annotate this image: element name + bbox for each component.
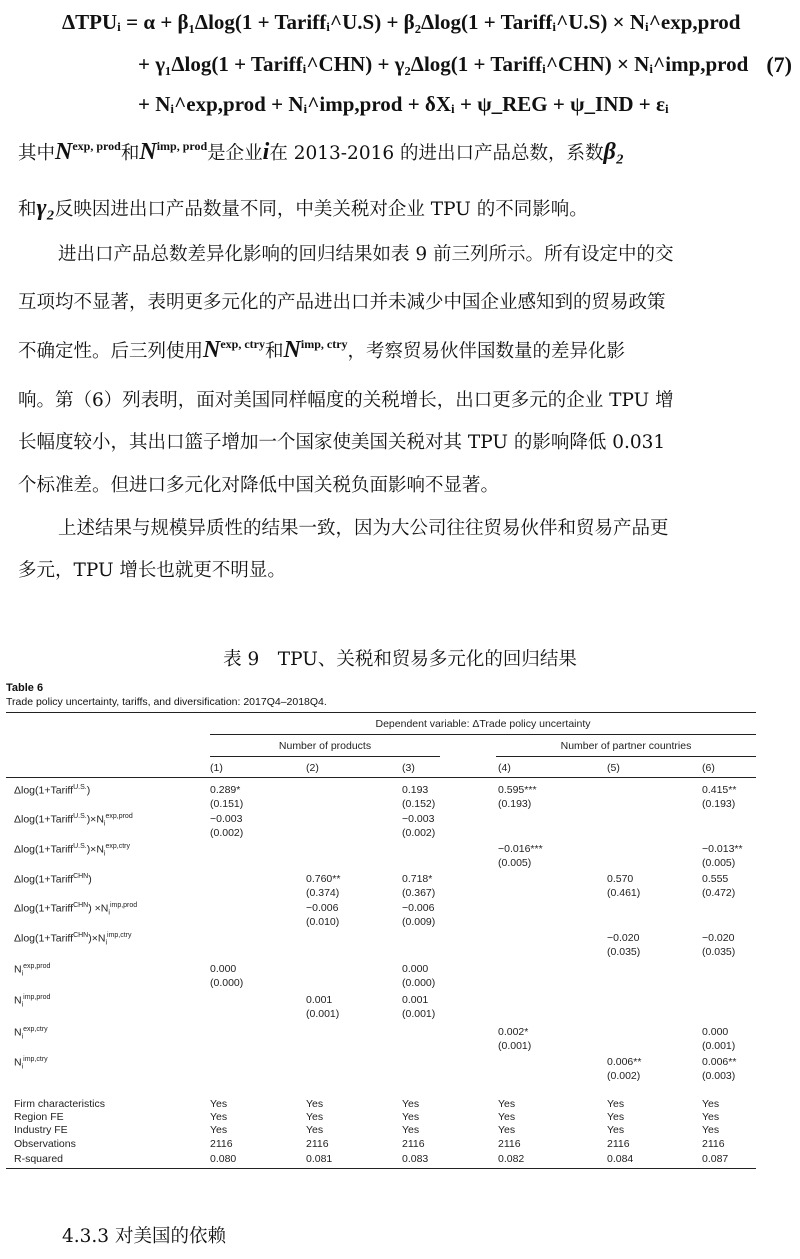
equation-number: (7) — [766, 52, 792, 77]
row-label: Δlog(1+Tariff$^{CHN}$) $\times N_i^{imp,prod}$ — [14, 902, 138, 917]
footer-cell: Yes — [702, 1098, 720, 1110]
coefficient-cell: 0.193 — [402, 784, 429, 796]
math-n-exp-ctry: $N^{exp, ctry}$ — [203, 337, 266, 363]
footer-cell: 0.083 — [402, 1153, 429, 1165]
paragraph-1-line-1: 其中$N^{exp, prod}$和$N^{imp, prod}$是企业i在 2013-2016 的进出口产品总数，系数β₂ — [18, 139, 625, 165]
coefficient-cell: −0.013** — [702, 843, 743, 855]
group-products-label: Number of products — [278, 740, 372, 752]
standard-error-cell: (0.001) — [498, 1040, 532, 1052]
col-header-3: (3) — [402, 762, 415, 774]
paragraph-2-line-4: 响。第（6）列表明，面对美国同样幅度的关税增长，出口更多元的企业 TPU 增 — [18, 390, 674, 411]
paragraph-3-line-1: 上述结果与规模异质性的结果一致，因为大公司往往贸易伙伴和贸易产品更 — [58, 518, 669, 539]
coefficient-cell: 0.001 — [402, 994, 429, 1006]
footer-cell: 0.082 — [498, 1153, 525, 1165]
row-label: Δlog(1+Tariff$^{U.S.}$) — [14, 784, 91, 797]
footer-cell: Yes — [210, 1111, 228, 1123]
footer-cell: 0.081 — [306, 1153, 333, 1165]
paragraph-3-line-2: 多元，TPU 增长也就更不明显。 — [18, 560, 286, 581]
table-bottom-rule — [6, 1168, 756, 1169]
footer-cell: 2116 — [306, 1138, 329, 1150]
group1-rule — [210, 756, 440, 757]
footer-cell: Yes — [607, 1124, 625, 1136]
dependent-variable-label: Dependent variable: ΔTrade policy uncertainty — [375, 718, 591, 730]
paragraph-2-line-2: 互项均不显著，表明更多元化的产品进出口并未减少中国企业感知到的贸易政策 — [18, 292, 666, 313]
paragraph-2-line-1: 进出口产品总数差异化影响的回归结果如表 9 前三列所示。所有设定中的交 — [58, 244, 674, 265]
footer-row-label: Observations — [14, 1138, 76, 1150]
standard-error-cell: (0.001) — [402, 1008, 436, 1020]
standard-error-cell: (0.472) — [702, 887, 736, 899]
footer-cell: Yes — [607, 1098, 625, 1110]
coefficient-cell: −0.016*** — [498, 843, 543, 855]
coefficient-cell: 0.000 — [210, 963, 237, 975]
footer-cell: Yes — [702, 1111, 720, 1123]
table-top-rule — [6, 712, 756, 713]
coefficient-cell: −0.006 — [306, 902, 339, 914]
coefficient-cell: 0.555 — [702, 873, 729, 885]
math-n-imp-ctry: $N^{imp, ctry}$ — [283, 337, 348, 363]
math-n-imp-prod: $N^{imp, prod}$ — [139, 139, 208, 165]
footer-row-label: Firm characteristics — [14, 1098, 106, 1110]
math-beta2: β₂ — [603, 139, 625, 165]
footer-cell: 2116 — [702, 1138, 725, 1150]
group2-rule — [496, 756, 756, 757]
standard-error-cell: (0.000) — [210, 977, 244, 989]
coefficient-cell: 0.006** — [607, 1056, 642, 1068]
footer-cell: 2116 — [607, 1138, 630, 1150]
coefficient-cell: 0.001 — [306, 994, 333, 1006]
footer-cell: 0.084 — [607, 1153, 634, 1165]
paragraph-2-line-5: 长幅度较小，其出口篮子增加一个国家使美国关税对其 TPU 的影响降低 0.031 — [18, 432, 666, 453]
standard-error-cell: (0.001) — [702, 1040, 736, 1052]
standard-error-cell: (0.010) — [306, 916, 340, 928]
footer-row-label: Region FE — [14, 1111, 64, 1123]
coefficient-cell: 0.595*** — [498, 784, 537, 796]
footer-cell: Yes — [498, 1124, 516, 1136]
footer-cell: Yes — [210, 1098, 228, 1110]
coefficient-cell: −0.006 — [402, 902, 435, 914]
standard-error-cell: (0.193) — [702, 798, 736, 810]
coefficient-cell: 0.000 — [702, 1026, 729, 1038]
equation-line-3: + Nᵢ^exp,prod + Nᵢ^imp,prod + δXᵢ + ψ_REG + ψ_IND + εᵢ — [138, 92, 669, 116]
footer-cell: 2116 — [402, 1138, 425, 1150]
standard-error-cell: (0.005) — [498, 857, 532, 869]
footer-cell: 0.080 — [210, 1153, 237, 1165]
footer-cell: 2116 — [498, 1138, 521, 1150]
math-gamma2: γ₂ — [36, 195, 55, 221]
standard-error-cell: (0.005) — [702, 857, 736, 869]
standard-error-cell: (0.374) — [306, 887, 340, 899]
col-header-5: (5) — [607, 762, 620, 774]
coefficient-cell: 0.289* — [210, 784, 241, 796]
col-header-1: (1) — [210, 762, 223, 774]
standard-error-cell: (0.151) — [210, 798, 244, 810]
header-bottom-rule — [6, 777, 756, 778]
col-header-2: (2) — [306, 762, 319, 774]
coefficient-cell: 0.760** — [306, 873, 341, 885]
footer-cell: Yes — [402, 1098, 420, 1110]
math-n-exp-prod: $N^{exp, prod}$ — [55, 139, 121, 165]
row-label: $N_i^{exp,ctry}$ — [14, 1026, 48, 1041]
dep-var-rule — [210, 734, 756, 735]
footer-cell: Yes — [402, 1124, 420, 1136]
coefficient-cell: 0.002* — [498, 1026, 529, 1038]
row-label: $N_i^{imp,prod}$ — [14, 994, 51, 1009]
standard-error-cell: (0.001) — [306, 1008, 340, 1020]
equation-line-2: + γ₁Δlog(1 + Tariffᵢ^CHN) + γ₂Δlog(1 + Tariffᵢ^CHN) × Nᵢ^imp,prod — [138, 52, 749, 76]
standard-error-cell: (0.193) — [498, 798, 532, 810]
footer-cell: Yes — [702, 1124, 720, 1136]
footer-cell: Yes — [498, 1111, 516, 1123]
footer-cell: Yes — [607, 1111, 625, 1123]
group-countries-label: Number of partner countries — [560, 740, 692, 752]
equation-line-1: ΔTPUᵢ = α + β₁Δlog(1 + Tariffᵢ^U.S) + β₂Δlog(1 + Tariffᵢ^U.S) × Nᵢ^exp,prod — [62, 10, 741, 34]
coefficient-cell: 0.415** — [702, 784, 737, 796]
table-caption: 表 9 TPU、关税和贸易多元化的回归结果 — [223, 649, 577, 670]
coefficient-cell: −0.020 — [702, 932, 735, 944]
table-title: Table 6 — [6, 682, 44, 694]
footer-cell: Yes — [498, 1098, 516, 1110]
coefficient-cell: −0.003 — [402, 813, 435, 825]
paragraph-2-line-6: 个标准差。但进口多元化对降低中国关税负面影响不显著。 — [18, 475, 500, 496]
coefficient-cell: 0.000 — [402, 963, 429, 975]
standard-error-cell: (0.003) — [702, 1070, 736, 1082]
paragraph-2-line-3: 不确定性。后三列使用$N^{exp, ctry}$和$N^{imp, ctry}$，考察贸易伙伴国数量的差异化影 — [18, 337, 626, 363]
coefficient-cell: 0.570 — [607, 873, 634, 885]
col-header-4: (4) — [498, 762, 511, 774]
footer-cell: Yes — [306, 1098, 324, 1110]
row-label: $\Delta\log(1+Tariff^{U.S.})\times N_i^{exp,ctry}$ — [14, 843, 130, 858]
footer-cell: Yes — [306, 1124, 324, 1136]
row-label: $N_i^{exp,prod}$ — [14, 963, 51, 978]
footer-row-label: Industry FE — [14, 1124, 68, 1136]
row-label: $N_i^{imp,ctry}$ — [14, 1056, 48, 1071]
footer-cell: Yes — [306, 1111, 324, 1123]
col-header-6: (6) — [702, 762, 715, 774]
standard-error-cell: (0.035) — [607, 946, 641, 958]
standard-error-cell: (0.002) — [607, 1070, 641, 1082]
footer-cell: Yes — [210, 1124, 228, 1136]
footer-cell: Yes — [402, 1111, 420, 1123]
standard-error-cell: (0.002) — [210, 827, 244, 839]
footer-cell: 0.087 — [702, 1153, 729, 1165]
row-label: Δlog(1+Tariff$^{CHN}$) — [14, 873, 92, 886]
coefficient-cell: 0.006** — [702, 1056, 737, 1068]
footer-cell: 2116 — [210, 1138, 233, 1150]
standard-error-cell: (0.009) — [402, 916, 436, 928]
standard-error-cell: (0.002) — [402, 827, 436, 839]
standard-error-cell: (0.461) — [607, 887, 641, 899]
row-label: $\Delta\log(1+Tariff^{CHN})\times N_i^{imp,ctry}$ — [14, 932, 132, 947]
standard-error-cell: (0.367) — [402, 887, 436, 899]
paragraph-1-line-2: 和γ₂反映因进出口产品数量不同，中美关税对企业 TPU 的不同影响。 — [18, 195, 588, 221]
standard-error-cell: (0.000) — [402, 977, 436, 989]
row-label: $\Delta\log(1+Tariff^{U.S.})\times N_i^{exp,prod}$ — [14, 813, 133, 828]
coefficient-cell: −0.003 — [210, 813, 243, 825]
math-i: i — [262, 139, 270, 165]
standard-error-cell: (0.152) — [402, 798, 436, 810]
coefficient-cell: −0.020 — [607, 932, 640, 944]
footer-row-label: R-squared — [14, 1153, 64, 1165]
standard-error-cell: (0.035) — [702, 946, 736, 958]
table-subtitle: Trade policy uncertainty, tariffs, and diversification: 2017Q4–2018Q4. — [6, 696, 327, 708]
section-heading: 4.3.3 对美国的依赖 — [62, 1226, 226, 1247]
coefficient-cell: 0.718* — [402, 873, 433, 885]
